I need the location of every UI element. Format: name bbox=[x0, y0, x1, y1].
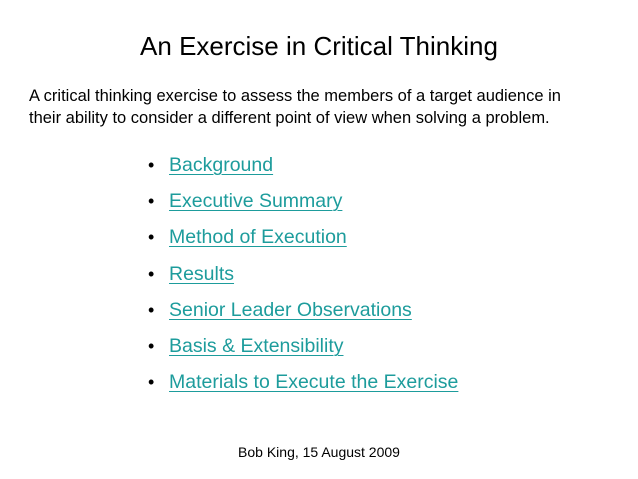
bullet-icon: • bbox=[148, 190, 155, 211]
bullet-icon: • bbox=[148, 263, 155, 284]
link-executive-summary[interactable]: Executive Summary bbox=[169, 189, 343, 212]
list-item bbox=[148, 183, 458, 219]
topic-link-list bbox=[148, 147, 458, 401]
list-item bbox=[148, 292, 458, 328]
list-item bbox=[148, 256, 458, 292]
link-materials-to-execute[interactable]: Materials to Execute the Exercise bbox=[169, 371, 459, 394]
intro-line-2: their ability to consider a different point of view when solving a problem. bbox=[29, 109, 550, 127]
link-method-of-execution[interactable]: Method of Execution bbox=[169, 226, 347, 249]
bullet-icon: • bbox=[148, 336, 155, 357]
list-item bbox=[148, 220, 458, 256]
slide-title: An Exercise in Critical Thinking bbox=[140, 31, 498, 61]
list-item bbox=[148, 147, 458, 183]
bullet-icon: • bbox=[148, 372, 155, 393]
link-background[interactable]: Background bbox=[169, 153, 274, 176]
bullet-icon: • bbox=[148, 227, 155, 248]
list-item bbox=[148, 365, 458, 401]
bullet-icon: • bbox=[148, 299, 155, 320]
intro-paragraph bbox=[29, 85, 619, 129]
footer-author-date: Bob King, 15 August 2009 bbox=[238, 444, 400, 460]
intro-line-1: A critical thinking exercise to assess the members of a target audience in bbox=[29, 87, 561, 105]
link-senior-leader-observations[interactable]: Senior Leader Observations bbox=[169, 298, 412, 321]
link-basis-extensibility[interactable]: Basis & Extensibility bbox=[169, 335, 344, 358]
link-results[interactable]: Results bbox=[169, 262, 235, 285]
bullet-icon: • bbox=[148, 154, 155, 175]
list-item bbox=[148, 328, 458, 364]
